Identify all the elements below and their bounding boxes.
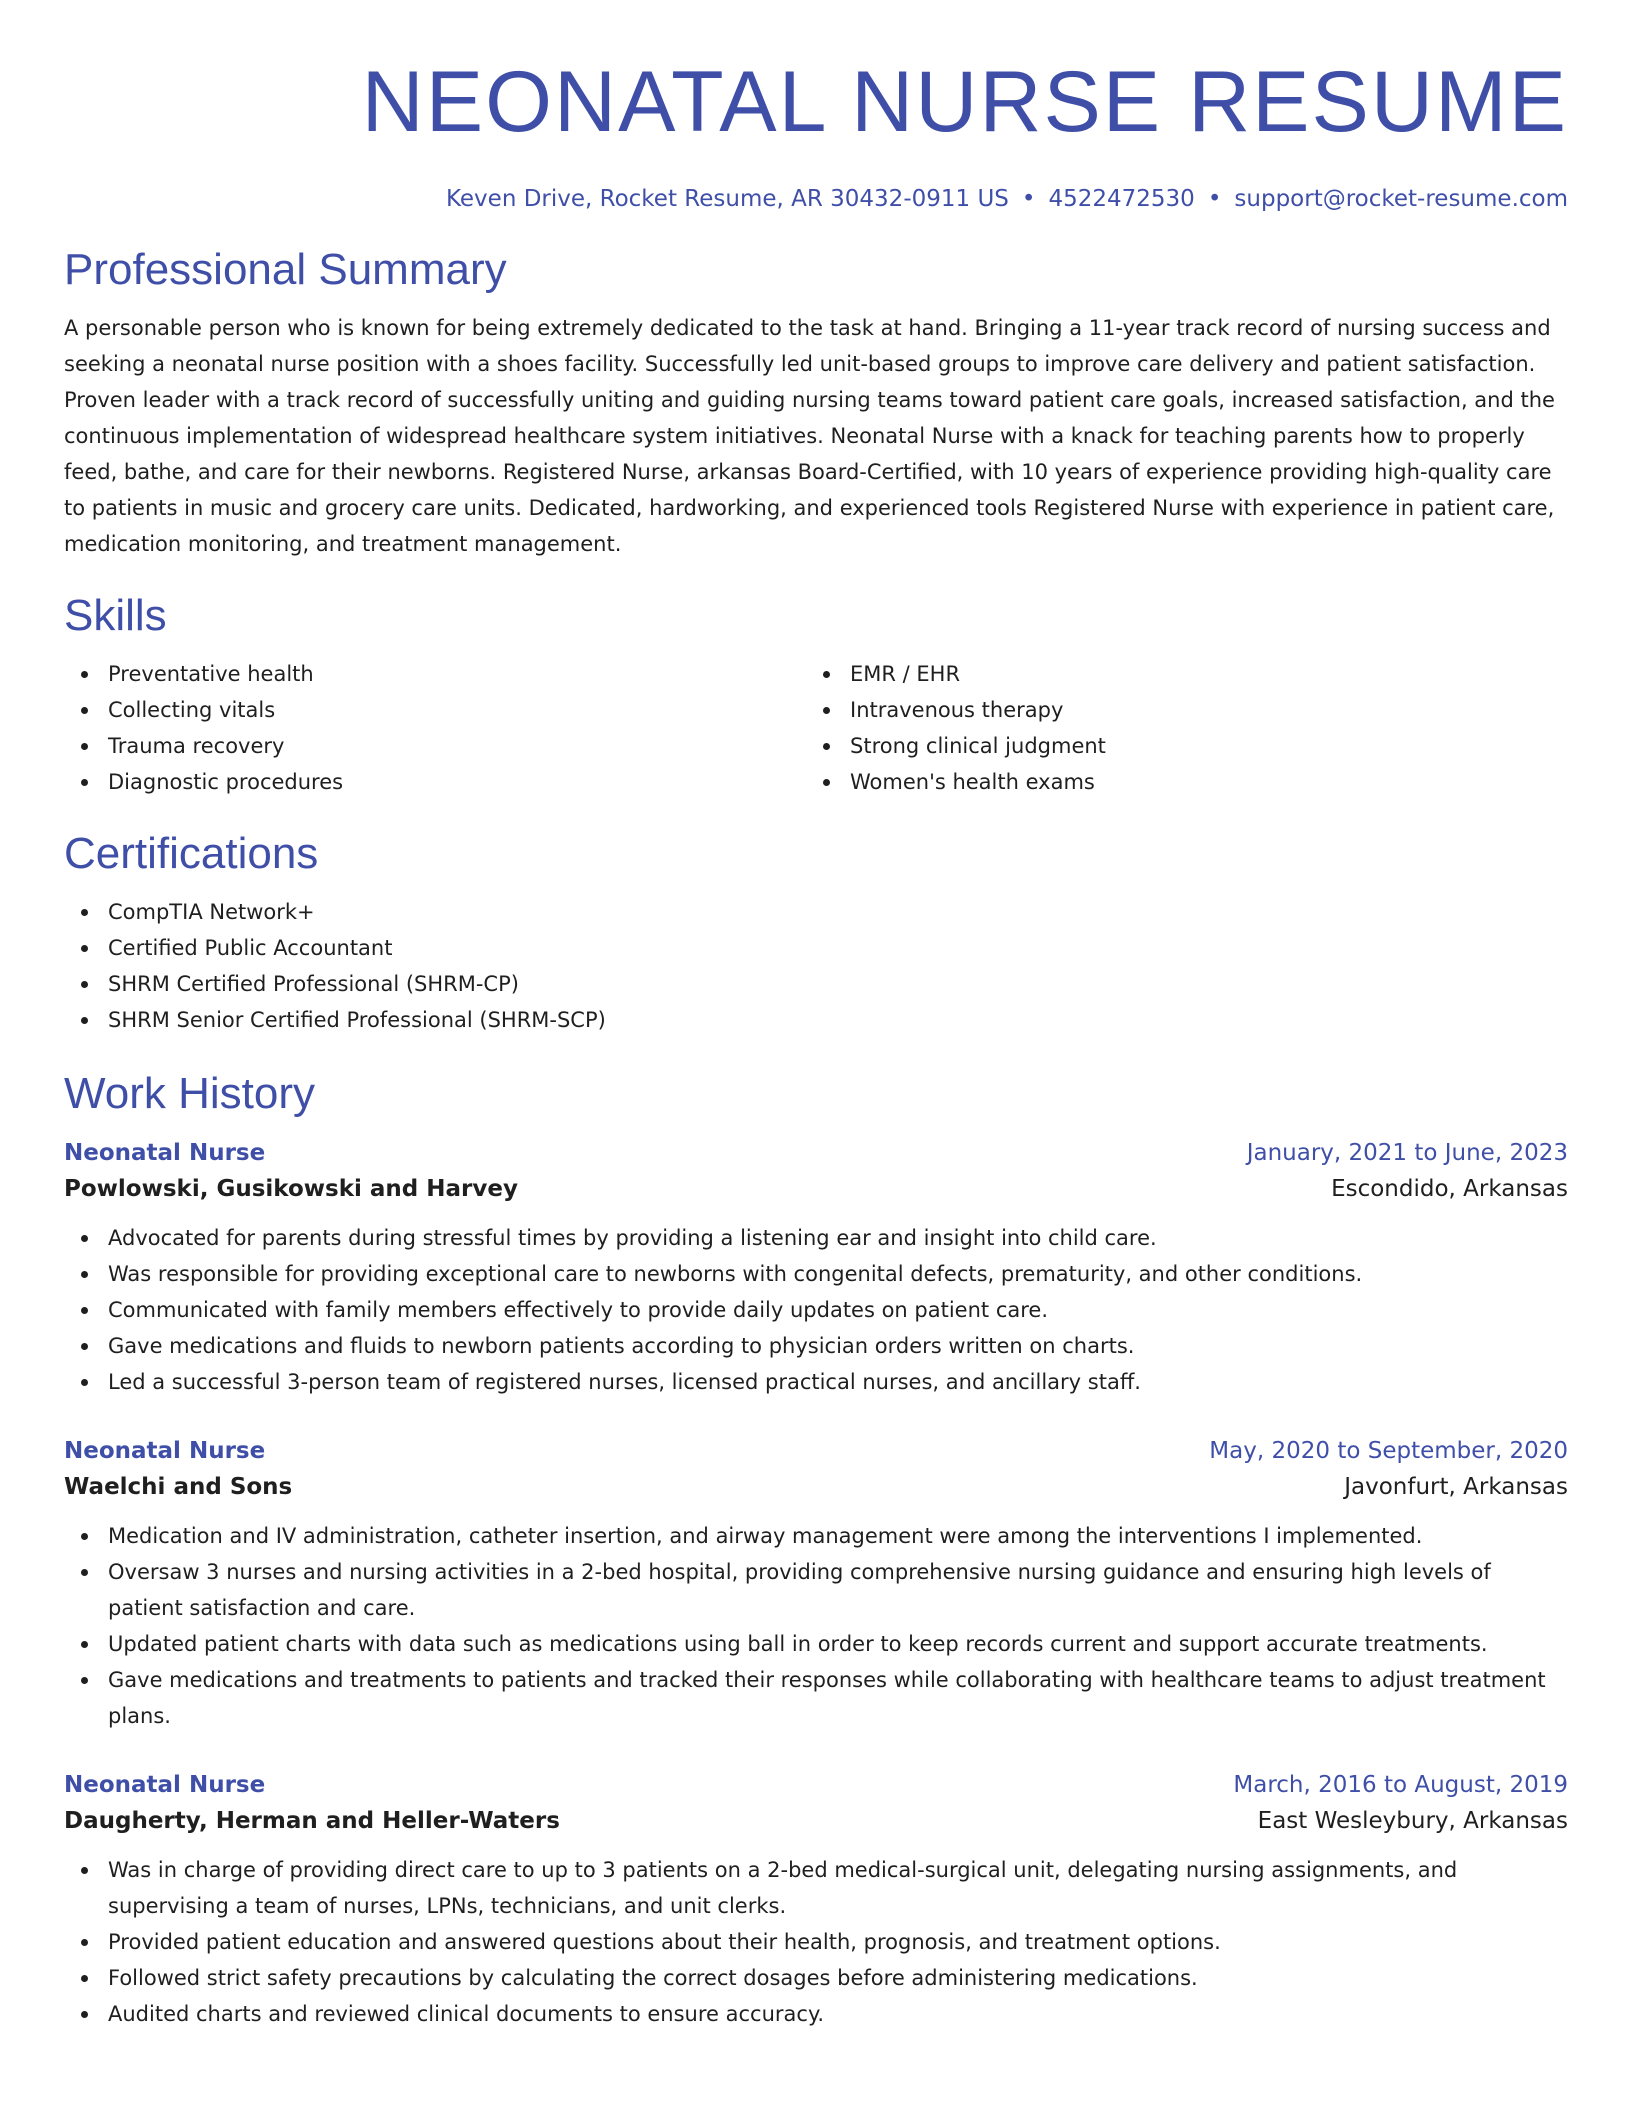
work-history-heading: Work History xyxy=(64,1069,315,1118)
job-duty: Advocated for parents during stressful times by providing a listening ear and insight into child care. xyxy=(64,1220,1568,1256)
skills-list-left xyxy=(64,656,806,800)
job-duty: Oversaw 3 nurses and nursing activities in a 2-bed hospital, providing comprehensive nursing guidance and ensuring high levels of patient satisfaction and care. xyxy=(64,1554,1568,1626)
certification-item: SHRM Senior Certified Professional (SHRM-SCP) xyxy=(64,1002,1568,1038)
job-employer-row xyxy=(64,1802,1568,1840)
certification-item: Certified Public Accountant xyxy=(64,930,1568,966)
job-employer-row xyxy=(64,1468,1568,1506)
job-header-row xyxy=(64,1434,1568,1468)
job-header-row xyxy=(64,1136,1568,1170)
contact-separator: • xyxy=(1021,186,1036,212)
certifications-list xyxy=(64,894,1568,1038)
certifications-heading: Certifications xyxy=(64,829,319,878)
summary-heading: Professional Summary xyxy=(64,245,507,294)
job-entry xyxy=(64,1136,1568,1400)
skill-item: Women's health exams xyxy=(806,764,1548,800)
job-duty: Gave medications and treatments to patients and tracked their responses while collaborating with healthcare teams to adjust treatment plans. xyxy=(64,1662,1568,1734)
resume-title: NEONATAL NURSE RESUME xyxy=(361,54,1568,150)
skills-heading: Skills xyxy=(64,591,167,640)
job-title: Neonatal Nurse xyxy=(64,1438,266,1464)
job-duty: Audited charts and reviewed clinical documents to ensure accuracy. xyxy=(64,1996,1568,2032)
contact-line xyxy=(64,184,1568,214)
contact-address: Keven Drive, Rocket Resume, AR 30432-0911 US xyxy=(445,186,1009,212)
job-dates: March, 2016 to August, 2019 xyxy=(1233,1772,1568,1798)
job-duty: Communicated with family members effectively to provide daily updates on patient care. xyxy=(64,1292,1568,1328)
job-title: Neonatal Nurse xyxy=(64,1140,266,1166)
job-duty: Medication and IV administration, catheter insertion, and airway management were among the interventions I implemented. xyxy=(64,1518,1568,1554)
job-duty: Updated patient charts with data such as medications using ball in order to keep records current and support accurate treatments. xyxy=(64,1626,1568,1662)
job-entry xyxy=(64,1768,1568,2032)
job-duties-list xyxy=(64,1220,1568,1400)
skill-item: Preventative health xyxy=(64,656,806,692)
job-title: Neonatal Nurse xyxy=(64,1772,266,1798)
job-dates: May, 2020 to September, 2020 xyxy=(1209,1438,1568,1464)
skill-item: Collecting vitals xyxy=(64,692,806,728)
skills-grid xyxy=(64,656,1568,800)
skill-item: Intravenous therapy xyxy=(806,692,1548,728)
job-company: Powlowski, Gusikowski and Harvey xyxy=(64,1176,518,1202)
skill-item: Diagnostic procedures xyxy=(64,764,806,800)
job-location: Escondido, Arkansas xyxy=(1331,1176,1568,1202)
skills-list-right xyxy=(806,656,1548,800)
job-employer-row xyxy=(64,1170,1568,1208)
job-duty: Gave medications and fluids to newborn patients according to physician orders written on charts. xyxy=(64,1328,1568,1364)
job-duty: Was in charge of providing direct care to up to 3 patients on a 2-bed medical-surgical unit, delegating nursing assignments, and supervising a team of nurses, LPNs, technicians, and unit clerks. xyxy=(64,1852,1568,1924)
job-duty: Led a successful 3-person team of registered nurses, licensed practical nurses, and ancillary staff. xyxy=(64,1364,1568,1400)
skill-item: Trauma recovery xyxy=(64,728,806,764)
contact-separator: • xyxy=(1207,186,1222,212)
contact-phone: 4522472530 xyxy=(1048,186,1195,212)
resume-page xyxy=(64,0,1568,2032)
job-duty: Was responsible for providing exceptional care to newborns with congenital defects, prematurity, and other conditions. xyxy=(64,1256,1568,1292)
job-entry xyxy=(64,1434,1568,1734)
job-company: Waelchi and Sons xyxy=(64,1474,293,1500)
job-company: Daugherty, Herman and Heller-Waters xyxy=(64,1808,560,1834)
job-duties-list xyxy=(64,1852,1568,2032)
job-duty: Provided patient education and answered questions about their health, prognosis, and treatment options. xyxy=(64,1924,1568,1960)
certification-item: CompTIA Network+ xyxy=(64,894,1568,930)
job-location: Javonfurt, Arkansas xyxy=(1344,1474,1568,1500)
job-location: East Wesleybury, Arkansas xyxy=(1257,1808,1568,1834)
job-duties-list xyxy=(64,1518,1568,1734)
job-header-row xyxy=(64,1768,1568,1802)
skill-item: EMR / EHR xyxy=(806,656,1548,692)
job-duty: Followed strict safety precautions by calculating the correct dosages before administering medications. xyxy=(64,1960,1568,1996)
summary-text: A personable person who is known for being extremely dedicated to the task at hand. Bringing a 11-year track record of nursing success and seeking a neonatal nurse position with a shoes facility. Successfully led unit-based groups to improve care delivery and patient satisfaction. Proven leader with a track record of successfully uniting and guiding nursing teams toward patient care goals, increased satisfaction, and the continuous implementation of widespread healthcare system initiatives. Neonatal Nurse with a knack for teaching parents how to properly feed, bathe, and care for their newborns. Registered Nurse, arkansas Board-Certified, with 10 years of experience providing high-quality care to patients in music and grocery care units. Dedicated, hardworking, and experienced tools Registered Nurse with experience in patient care, medication monitoring, and treatment management. xyxy=(64,316,1555,556)
job-dates: January, 2021 to June, 2023 xyxy=(1246,1140,1568,1166)
skill-item: Strong clinical judgment xyxy=(806,728,1548,764)
certification-item: SHRM Certified Professional (SHRM-CP) xyxy=(64,966,1568,1002)
contact-email[interactable]: support@rocket-resume.com xyxy=(1234,186,1568,212)
